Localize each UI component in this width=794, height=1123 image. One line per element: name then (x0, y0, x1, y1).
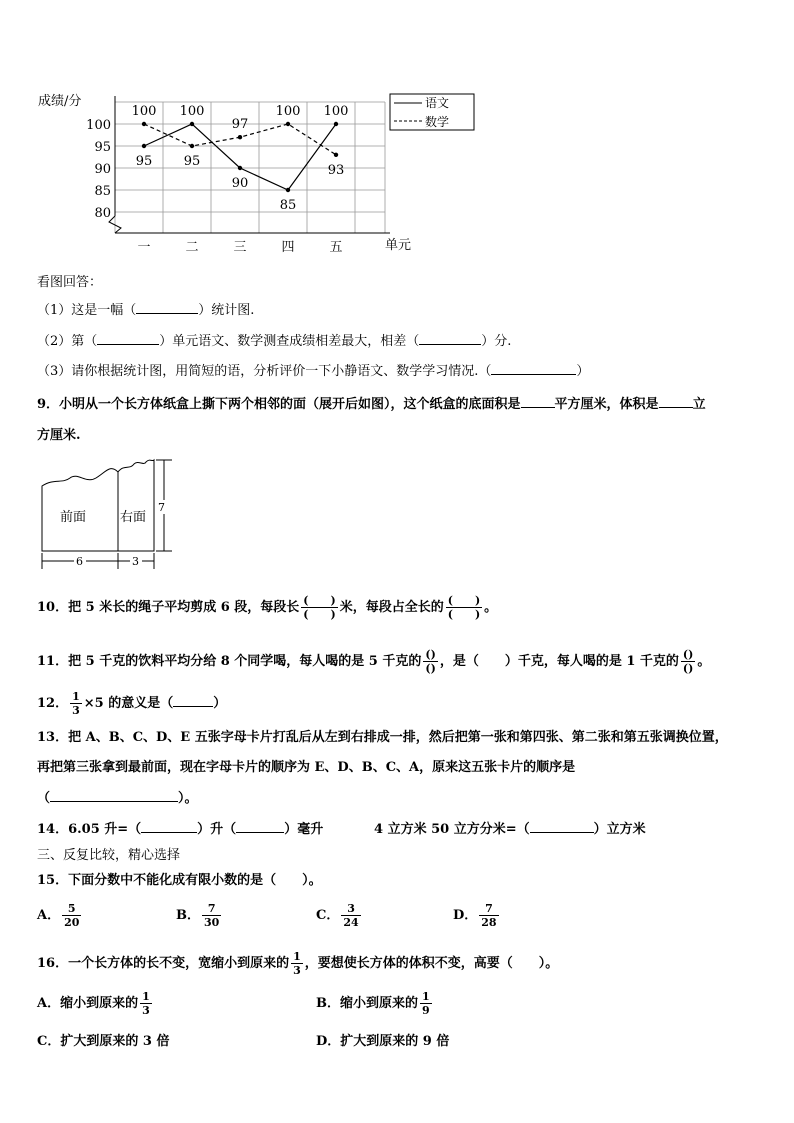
q10: 10．把 5 米长的绳子平均剪成 6 段，每段长 $\frac{( )}{( )}$ 米，每段占全长的 $\frac{( )}{( )}$ 。 (37, 594, 498, 621)
chart-labels (86, 104, 348, 255)
q8-part1: （1）这是一幅（ ）统计图. (37, 303, 255, 318)
chart-grid (115, 102, 385, 233)
legend-label-chinese: 语文 (425, 96, 450, 110)
data-label: 90 (231, 176, 249, 191)
q13-line3: （ ）。 (37, 791, 198, 806)
data-label: 100 (275, 104, 301, 119)
height-label: 7 (158, 501, 165, 514)
answer-blank[interactable] (530, 832, 594, 833)
q16-stem: 16．一个长方体的长不变，宽缩小到原来的 $\frac{1}{3}$ ，要想使长方体的体积不变，高要（ ）。 (37, 950, 559, 977)
q14-right: 4 立方米 50 立方分米=（ ）立方米 (374, 822, 646, 837)
y-tick-label: 80 (94, 206, 111, 221)
q16-option-b[interactable]: B．缩小到原来的 $\frac{1}{9}$ (316, 990, 430, 1017)
chart-legend (390, 94, 474, 130)
q8-intro: 看图回答： (37, 275, 103, 290)
q16-option-c[interactable]: C．扩大到原来的 3 倍 (37, 1034, 170, 1049)
q15-option-d[interactable]: D． $\frac{7}{28}$ (453, 902, 497, 929)
q15-option-b[interactable]: B． $\frac{7}{30}$ (176, 902, 220, 929)
x-tick-label: 四 (281, 240, 295, 255)
data-point (286, 188, 290, 192)
width-front-label: 6 (76, 555, 83, 568)
q13-line2: 再把第三张拿到最前面，现在字母卡片的顺序为 E、D、B、C、A，原来这五张卡片的顺序是 (37, 760, 576, 775)
answer-blank[interactable] (50, 801, 178, 802)
data-label: 85 (279, 198, 297, 213)
q12: 12． $\frac{1}{3}$ ×5 的意义是（ ） (37, 690, 227, 717)
q15-stem: 15．下面分数中不能化成有限小数的是（ ）。 (37, 873, 322, 888)
answer-blank[interactable] (136, 313, 198, 314)
data-point (142, 144, 146, 148)
y-tick-label: 95 (94, 140, 111, 155)
q9-line1: 9．小明从一个长方体纸盒上撕下两个相邻的面（展开后如图），这个纸盒的底面积是 平方厘米，体积是 立 (37, 397, 706, 412)
x-tick-label: 二 (185, 240, 199, 255)
answer-blank[interactable] (521, 407, 555, 408)
x-axis-label: 单元 (385, 238, 412, 253)
front-face-label: 前面 (60, 510, 87, 525)
answer-blank[interactable] (141, 832, 197, 833)
data-label: 100 (323, 104, 349, 119)
q15-option-a[interactable]: A． $\frac{5}{20}$ (37, 902, 80, 929)
right-face-label: 右面 (120, 510, 147, 525)
data-point (190, 144, 194, 148)
q15-option-c[interactable]: C． $\frac{3}{24}$ (316, 902, 359, 929)
data-point (190, 122, 194, 126)
data-label: 97 (231, 117, 249, 133)
x-tick-label: 五 (329, 240, 343, 255)
q11: 11．把 5 千克的饮料平均分给 8 个同学喝，每人喝的是 5 千克的 $\frac{()}{()}$ ，是（ ）千克，每人喝的是 1 千克的 $\frac{()}{()}$ 。 (37, 648, 711, 675)
data-point (286, 122, 290, 126)
q9-line2: 方厘米. (37, 428, 81, 443)
q16-option-d[interactable]: D．扩大到原来的 9 倍 (316, 1034, 450, 1049)
data-label: 100 (179, 104, 205, 119)
q14-left: 14．6.05 升=（ ）升（ ）毫升 (37, 822, 324, 837)
data-label: 100 (131, 104, 157, 119)
line-chart (30, 88, 480, 260)
y-tick-label: 85 (94, 184, 111, 199)
data-point (238, 135, 242, 139)
y-axis-label: 成绩/分 (38, 94, 82, 109)
answer-blank[interactable] (659, 407, 693, 408)
data-label: 95 (135, 154, 153, 169)
data-point (334, 122, 338, 126)
data-label: 93 (327, 162, 345, 178)
q8-part2: （2）第（ ）单元语文、数学测查成绩相差最大，相差（ ）分. (37, 334, 512, 349)
x-tick-label: 一 (137, 240, 151, 255)
x-tick-label: 三 (233, 240, 247, 255)
q8-part3: （3）请你根据统计图，用简短的语，分析评价一下小静语文、数学学习情况.（ ） (37, 364, 590, 379)
data-point (238, 166, 242, 170)
q13-line1: 13．把 A、B、C、D、E 五张字母卡片打乱后从左到右排成一排，然后把第一张和第四张、第二张和第五张调换位置， (37, 730, 728, 745)
answer-blank[interactable] (97, 344, 159, 345)
data-point (334, 153, 338, 157)
answer-blank[interactable] (236, 832, 284, 833)
section-3-title: 三、反复比较，精心选择 (37, 848, 181, 863)
width-right-label: 3 (132, 555, 139, 568)
y-tick-label: 90 (94, 162, 111, 177)
data-point (142, 122, 146, 126)
answer-blank[interactable] (419, 344, 481, 345)
q16-option-a[interactable]: A．缩小到原来的 $\frac{1}{3}$ (37, 990, 150, 1017)
legend-label-math: 数学 (425, 115, 450, 129)
answer-blank[interactable] (173, 706, 213, 707)
y-tick-label: 100 (86, 118, 111, 133)
answer-blank[interactable] (491, 374, 576, 375)
box-net-figure (34, 456, 184, 574)
data-label: 95 (183, 154, 201, 169)
